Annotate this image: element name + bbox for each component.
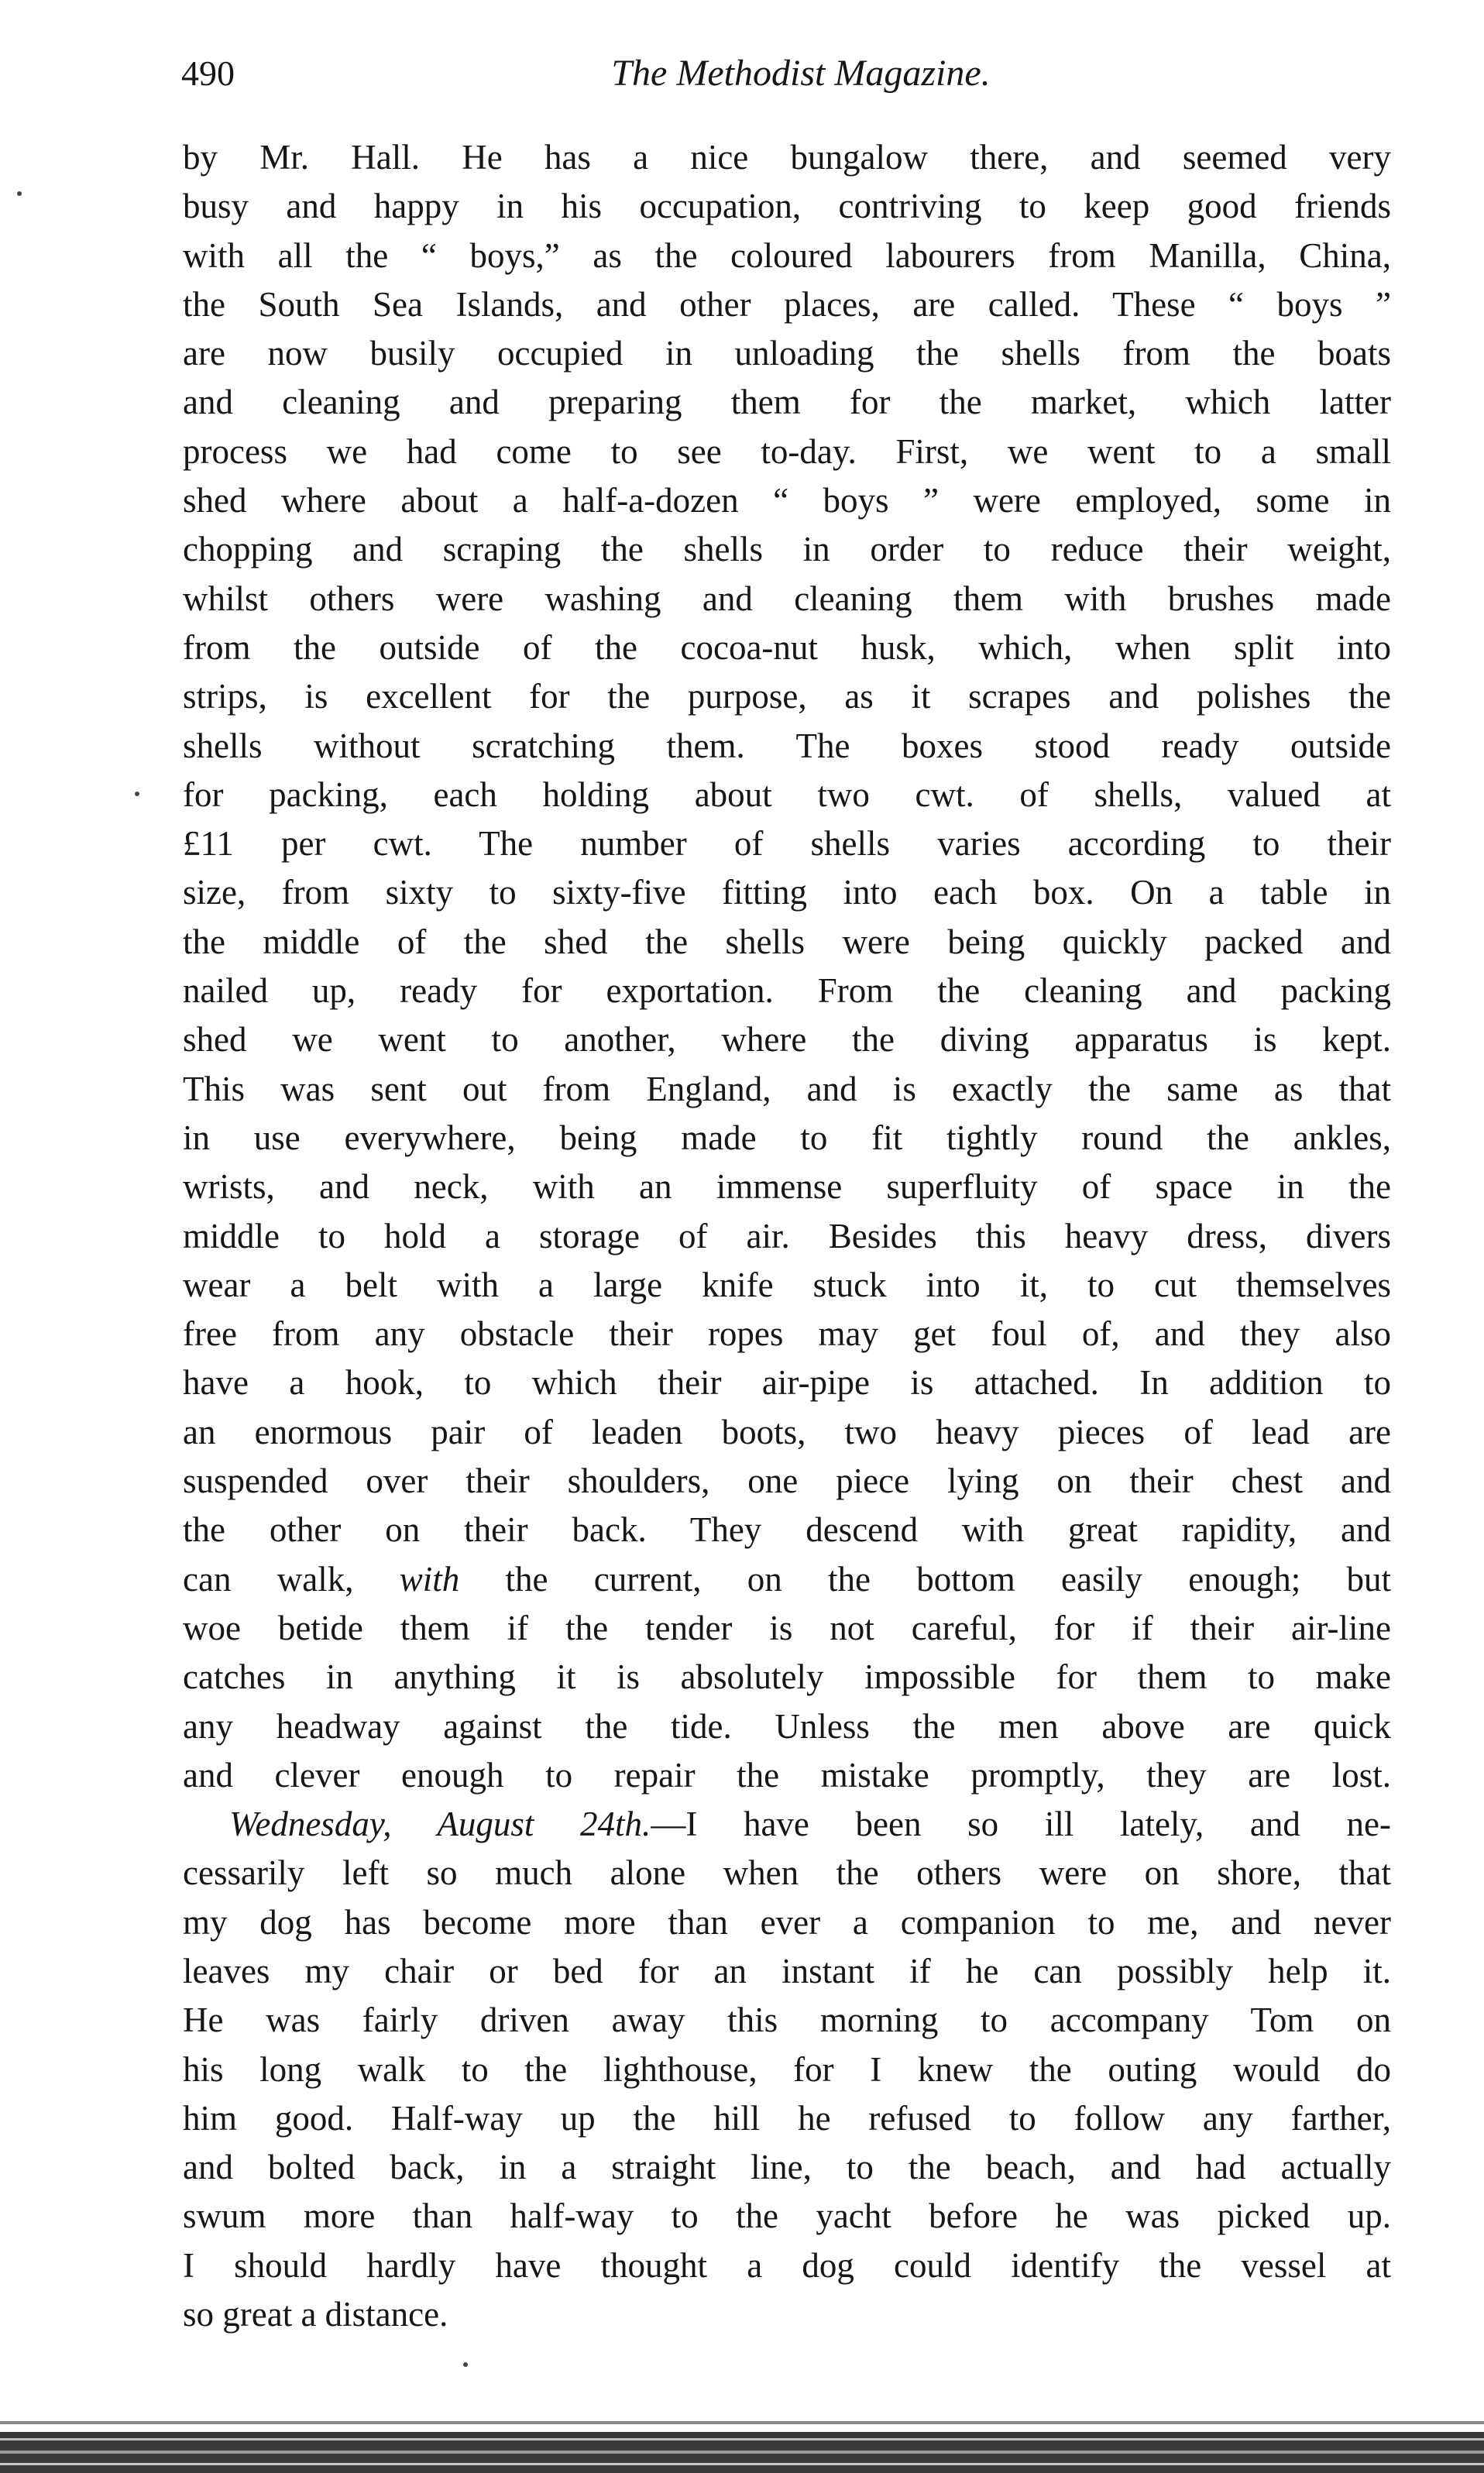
text-line-dateline — [183, 1800, 1391, 1849]
text-line: £11 per cwt. The number of shells varies according to their — [183, 824, 1391, 864]
text-line: from the outside of the cocoa-nut husk, which, when split into — [183, 627, 1391, 667]
text-line: have a hook, to which their air-pipe is attached. In addition to — [183, 1363, 1391, 1403]
body-text — [183, 133, 1391, 2339]
text-line: the middle of the shed the shells were being quickly packed and — [183, 922, 1391, 961]
diary-dateline: Wednesday, August 24th. — [229, 1805, 651, 1844]
text-line: shells without scratching them. The boxes stood ready outside — [183, 726, 1391, 765]
text-line: for packing, each holding about two cwt. of shells, valued at — [183, 775, 1391, 814]
text-run: can walk, — [183, 1559, 400, 1599]
text-line: the South Sea Islands, and other places, are called. These “ boys ” — [183, 284, 1391, 324]
text-line: my dog has become more than ever a companion to me, and never — [183, 1902, 1391, 1942]
text-line: and bolted back, in a straight line, to the beach, and had actually — [183, 2148, 1391, 2187]
text-line: He was fairly driven away this morning to accompany Tom on — [183, 2001, 1391, 2040]
page-header — [181, 46, 1390, 101]
text-line: and cleaning and preparing them for the market, which latter — [183, 383, 1391, 422]
text-line: are now busily occupied in unloading the shells from the boats — [183, 334, 1391, 373]
text-line: the other on their back. They descend with great rapidity, and — [183, 1510, 1391, 1550]
text-line: swum more than half-way to the yacht before he was picked up. — [183, 2197, 1391, 2236]
text-line: strips, is excellent for the purpose, as it scrapes and polishes the — [183, 677, 1391, 716]
paragraph-1 — [183, 133, 1391, 1800]
decorative-footer-rule — [0, 2415, 1484, 2473]
text-line: wear a belt with a large knife stuck into it, to cut themselves — [183, 1265, 1391, 1304]
running-title: The Methodist Magazine. — [611, 53, 991, 94]
text-line: an enormous pair of leaden boots, two heavy pieces of lead are — [183, 1412, 1391, 1451]
text-line: and clever enough to repair the mistake promptly, they are lost. — [183, 1755, 1391, 1795]
text-line: his long walk to the lighthouse, for I knew the outing would do — [183, 2049, 1391, 2089]
text-line: woe betide them if the tender is not careful, for if their air-line — [183, 1608, 1391, 1647]
text-line: cessarily left so much alone when the others were on shore, that — [183, 1853, 1391, 1893]
text-line: chopping and scraping the shells in order to reduce their weight, — [183, 530, 1391, 569]
text-line: catches in anything it is absolutely impossible for them to make — [183, 1657, 1391, 1697]
text-line: free from any obstacle their ropes may get foul of, and they also — [183, 1314, 1391, 1354]
text-line: so great a distance. — [183, 2295, 448, 2334]
text-line: any headway against the tide. Unless the men above are quick — [183, 1706, 1391, 1746]
text-line: nailed up, ready for exportation. From the cleaning and packing — [183, 971, 1391, 1011]
page-number: 490 — [181, 53, 235, 93]
text-line: process we had come to see to-day. First, we went to a small — [183, 431, 1391, 471]
text-line: whilst others were washing and cleaning them with brushes made — [183, 579, 1391, 618]
text-line: middle to hold a storage of air. Besides this heavy dress, divers — [183, 1216, 1391, 1255]
margin-speck — [17, 191, 22, 196]
text-line: shed where about a half-a-dozen “ boys ” were employed, some in — [183, 481, 1391, 520]
text-line: wrists, and neck, with an immense superfluity of space in the — [183, 1167, 1391, 1207]
text-line: I should hardly have thought a dog could identify the vessel at — [183, 2245, 1391, 2285]
text-line: leaves my chair or bed for an instant if he can possibly help it. — [183, 1951, 1391, 1990]
text-line: by Mr. Hall. He has a nice bungalow there, and seemed very — [183, 138, 1391, 177]
margin-speck — [135, 792, 139, 796]
text-line: in use everywhere, being made to fit tightly round the ankles, — [183, 1118, 1391, 1157]
text-line: him good. Half-way up the hill he refused to follow any farther, — [183, 2098, 1391, 2138]
text-line: with all the “ boys,” as the coloured labourers from Manilla, China, — [183, 235, 1391, 275]
italic-emphasis: with — [399, 1559, 460, 1599]
text-run: —I have been so ill lately, and ne- — [651, 1805, 1391, 1844]
text-line: suspended over their shoulders, one piece lying on their chest and — [183, 1461, 1391, 1501]
text-line: busy and happy in his occupation, contriving to keep good friends — [183, 187, 1391, 226]
text-line: size, from sixty to sixty-five fitting into each box. On a table in — [183, 873, 1391, 912]
text-line: This was sent out from England, and is exactly the same as that — [183, 1069, 1391, 1108]
text-run: the current, on the bottom easily enough; but — [459, 1559, 1391, 1599]
text-line-mixed — [183, 1555, 1391, 1604]
margin-speck — [463, 2362, 468, 2367]
text-line: shed we went to another, where the diving apparatus is kept. — [183, 1020, 1391, 1060]
paragraph-2 — [183, 1800, 1391, 2339]
